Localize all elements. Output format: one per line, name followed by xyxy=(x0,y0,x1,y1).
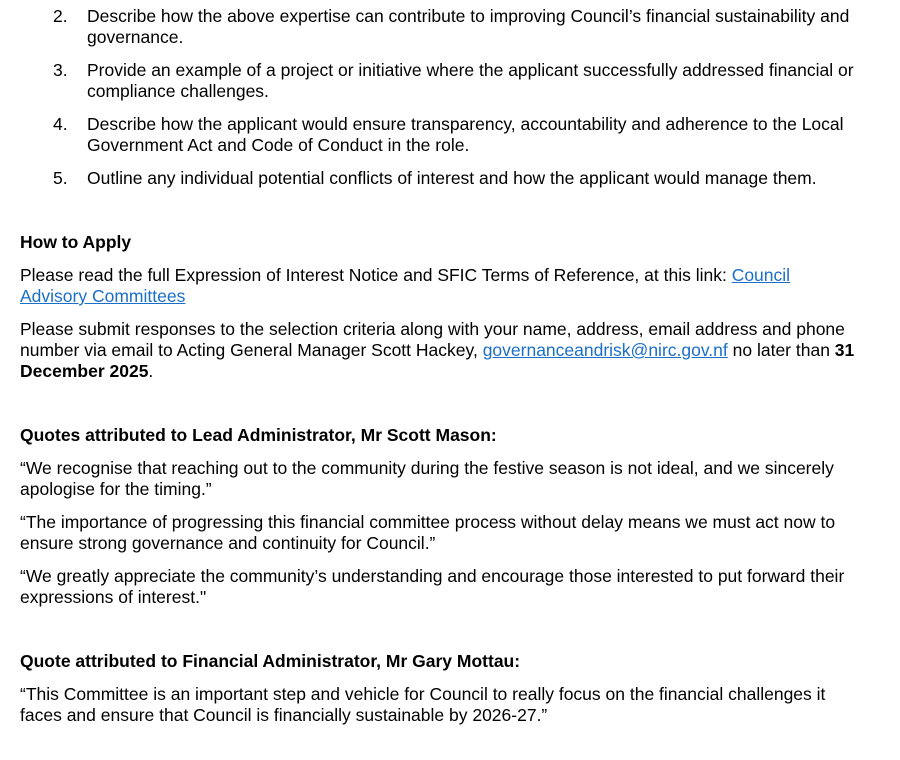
financial-administrator-quote-section xyxy=(20,651,880,726)
financial-administrator-quote-heading: Quote attributed to Financial Administrator, Mr Gary Mottau: xyxy=(20,651,521,671)
criteria-item xyxy=(20,114,857,156)
submission-text-continued: no later than xyxy=(727,340,835,360)
criteria-text: Describe how the above expertise can contribute to improving Council’s financial sustainability and governance. xyxy=(87,6,850,47)
criteria-item xyxy=(20,168,857,189)
quote-paragraph: “We greatly appreciate the community’s understanding and encourage those interested to put forward their expressions of interest." xyxy=(20,566,845,607)
criteria-number: 4. xyxy=(53,114,68,134)
how-to-apply-section xyxy=(20,232,880,382)
criteria-item xyxy=(20,6,857,48)
criteria-item xyxy=(20,60,857,102)
how-to-apply-heading: How to Apply xyxy=(20,232,132,252)
criteria-text: Outline any individual potential conflicts of interest and how the applicant would manage them. xyxy=(87,168,817,188)
criteria-number: 3. xyxy=(53,60,68,80)
council-advisory-committees-link[interactable]: Council Advisory Committees xyxy=(20,265,791,306)
quote-paragraph: “This Committee is an important step and vehicle for Council to really focus on the financial challenges it faces and ensure that Council is financially sustainable by 2026-27.” xyxy=(20,684,826,725)
criteria-number: 5. xyxy=(53,168,68,188)
eoi-notice-paragraph xyxy=(20,265,860,307)
submission-deadline: 31 December 2025 xyxy=(20,340,855,381)
criteria-text: Describe how the applicant would ensure transparency, accountability and adherence to the Local Government Act and Code of Conduct in the role. xyxy=(87,114,844,155)
submission-paragraph xyxy=(20,319,860,382)
lead-administrator-quotes-heading: Quotes attributed to Lead Administrator, Mr Scott Mason: xyxy=(20,425,497,445)
selection-criteria-list xyxy=(20,6,880,189)
governance-email-link[interactable]: governanceandrisk@nirc.gov.nf xyxy=(482,340,728,360)
document-page xyxy=(20,6,880,738)
criteria-number: 2. xyxy=(53,6,68,26)
criteria-text: Provide an example of a project or initiative where the applicant successfully addressed financial or compliance challenges. xyxy=(87,60,854,101)
quote-paragraph: “The importance of progressing this financial committee process without delay means we must act now to ensure strong governance and continuity for Council.” xyxy=(20,512,836,553)
eoi-notice-text: Please read the full Expression of Interest Notice and SFIC Terms of Reference, at this link: xyxy=(20,265,732,285)
submission-text-end: . xyxy=(148,361,154,381)
submission-text: Please submit responses to the selection criteria along with your name, address, email address and phone number via email to Acting General Manager Scott Hackey, xyxy=(20,319,845,360)
quote-paragraph: “We recognise that reaching out to the community during the festive season is not ideal, and we sincerely apologise for the timing.” xyxy=(20,458,834,499)
lead-administrator-quotes-section xyxy=(20,425,880,608)
